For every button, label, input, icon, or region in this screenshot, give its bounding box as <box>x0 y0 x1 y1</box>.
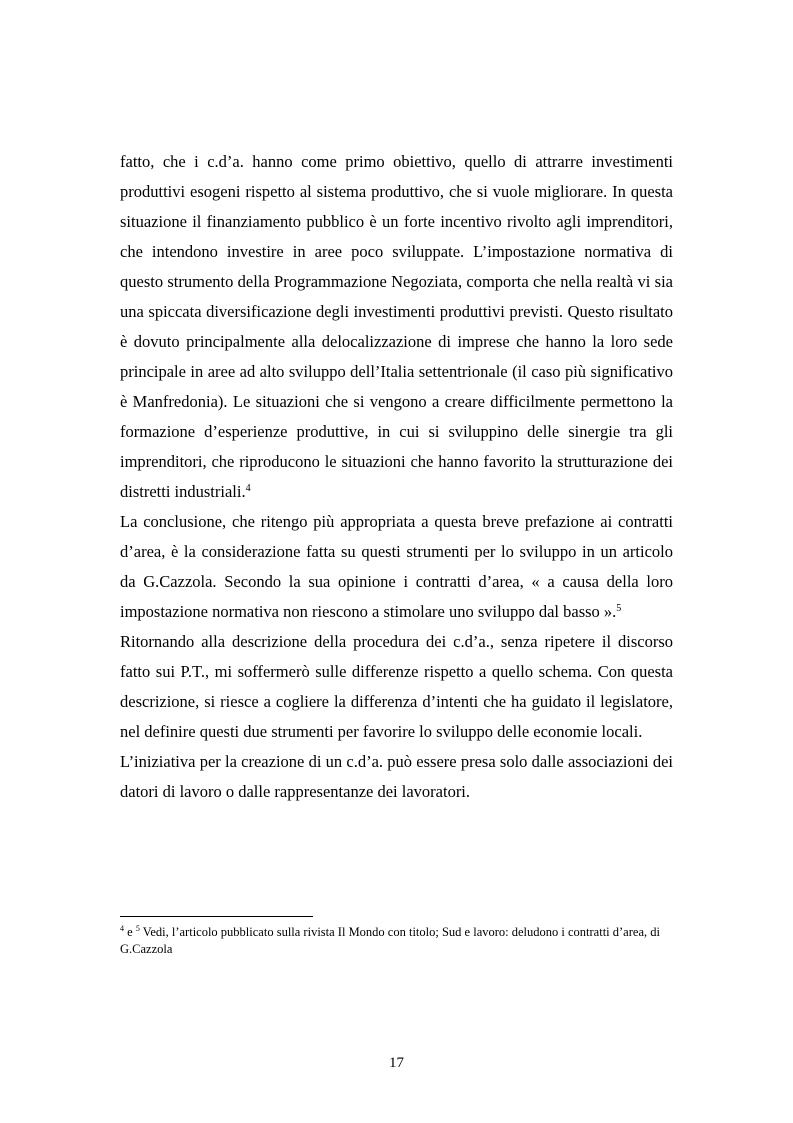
paragraph-1-text: fatto, che i c.d’a. hanno come primo obiettivo, quello di attrarre investimenti produttivi esogeni rispetto al sistema produttivo, che si vuole migliorare. In questa situazione il finanziamento pubblico è un forte incentivo rivolto agli imprenditori, che intendono investire in aree poco sviluppate. L’impostazione normativa di questo strumento della Programmazione Negoziata, comporta che nella realtà vi sia una spiccata diversificazione degli investimenti produttivi previsti. Questo risultato è dovuto principalmente alla delocalizzazione di imprese che hanno la loro sede principale in aree ad alto sviluppo dell’Italia settentrionale (il caso più significativo è Manfredonia). Le situazioni che si vengono a creare difficilmente permettono la formazione d’esperienze produttive, in cui si sviluppino delle sinergie tra gli imprenditori, che riproducono le situazioni che hanno favorito la strutturazione dei distretti industriali. <box>120 152 673 501</box>
footnote-text: Vedi, l’articolo pubblicato sulla rivista Il Mondo con titolo; Sud e lavoro: deludono i contratti d’area, di G.Cazzola <box>120 925 660 956</box>
paragraph-2 <box>120 507 673 627</box>
footnote-ref-4[interactable]: 4 <box>245 483 251 494</box>
paragraph-4 <box>120 747 673 807</box>
footnote-mark-4: 4 <box>120 924 124 933</box>
footnote-joiner: e <box>124 925 136 939</box>
body-text <box>120 147 673 807</box>
footnote-mark-5: 5 <box>135 924 140 933</box>
paragraph-4-text: L’iniziativa per la creazione di un c.d’a. può essere presa solo dalle associazioni dei datori di lavoro o dalle rappresentanze dei lavoratori. <box>120 752 673 801</box>
footnote-ref-5[interactable]: 5 <box>616 603 622 614</box>
paragraph-3-text: Ritornando alla descrizione della procedura dei c.d’a., senza ripetere il discorso fatto sui P.T., mi soffermerò sulle differenze rispetto a quello schema. Con questa descrizione, si riesce a cogliere la differenza d’intenti che ha guidato il legislatore, nel definire questi due strumenti per favorire lo sviluppo delle economie locali. <box>120 632 673 741</box>
page-number: 17 <box>389 1055 404 1071</box>
paragraph-2-text: La conclusione, che ritengo più appropriata a questa breve prefazione ai contratti d’area, è la considerazione fatta su questi strumenti per lo sviluppo in un articolo da G.Cazzola. Secondo la sua opinione i contratti d’area, « a causa della loro impostazione normativa non riescono a stimolare uno sviluppo dal basso ». <box>120 512 673 621</box>
footnote <box>120 924 673 958</box>
footnote-separator <box>120 916 313 917</box>
paragraph-3 <box>120 627 673 747</box>
paragraph-1 <box>120 147 673 507</box>
